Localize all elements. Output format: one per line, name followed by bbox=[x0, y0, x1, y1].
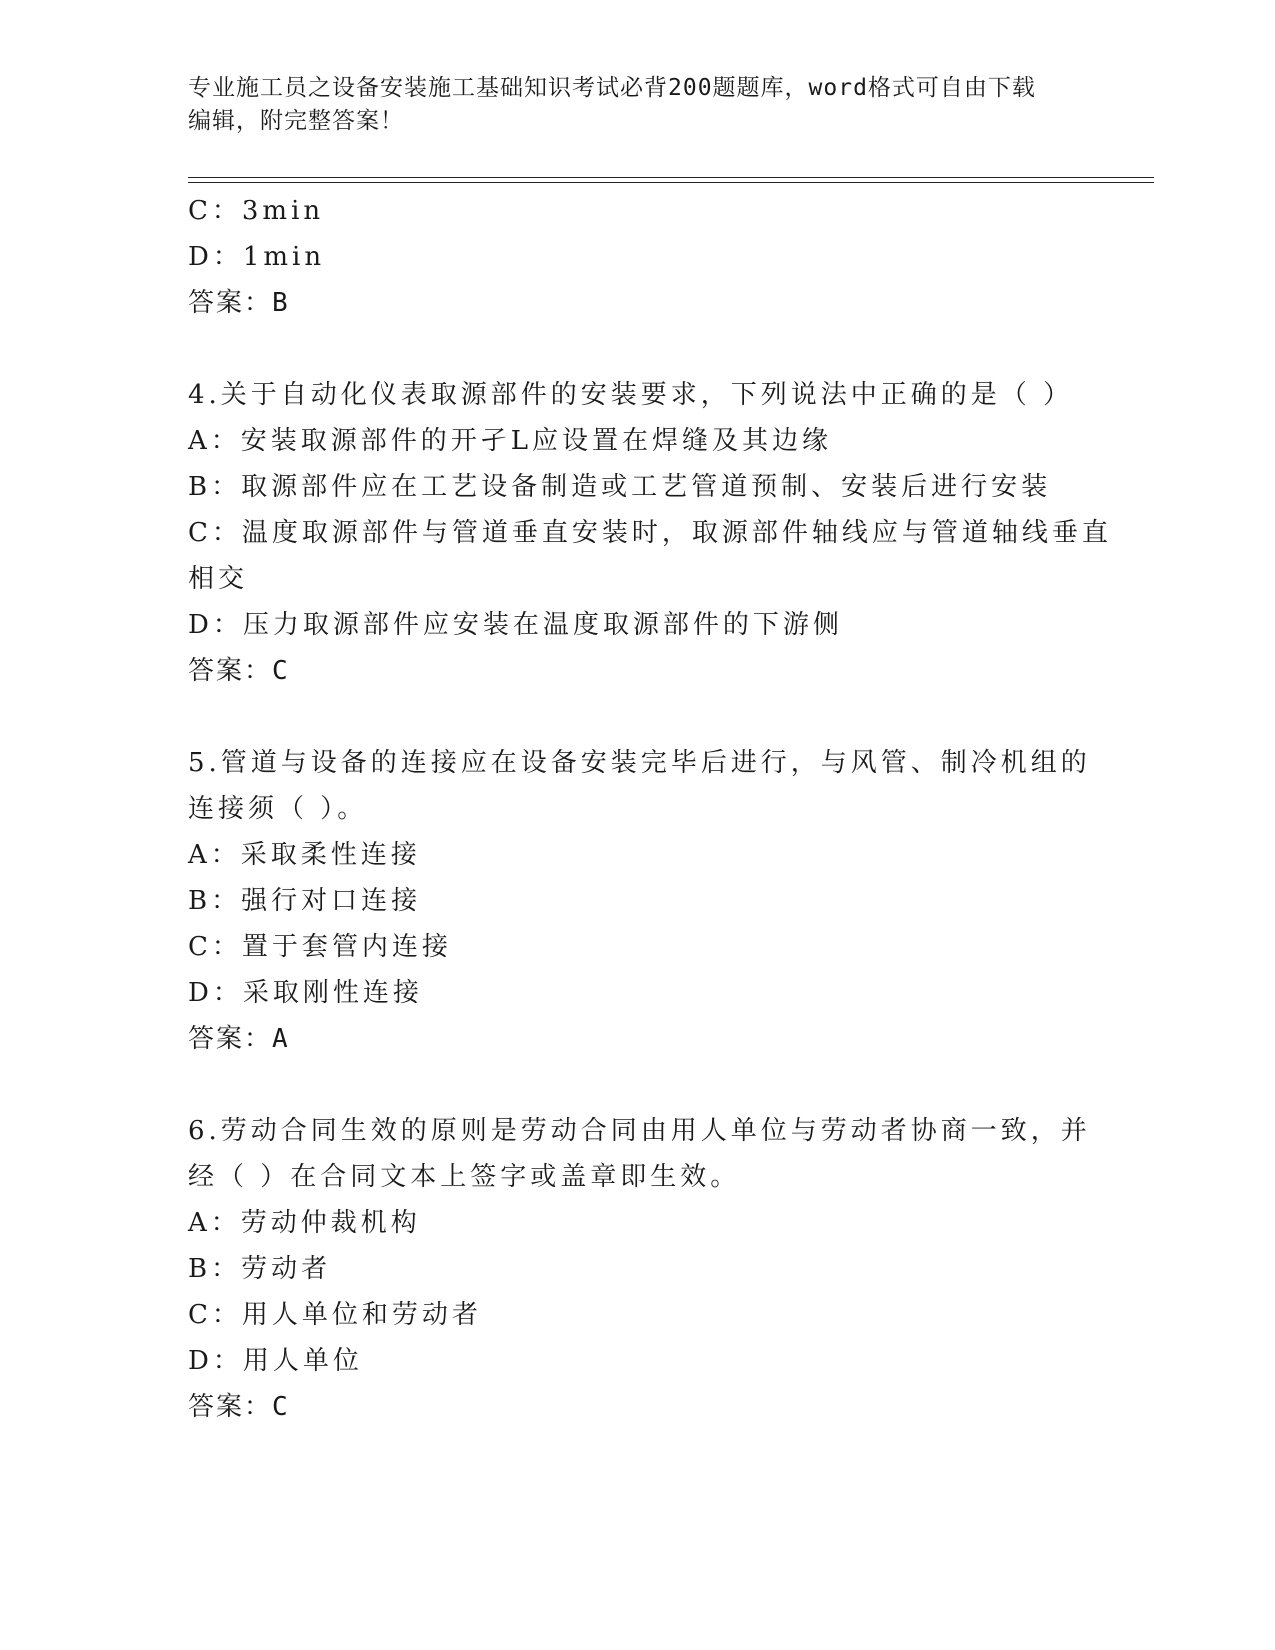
spacer bbox=[188, 326, 1088, 372]
answer-line: 答案：A bbox=[188, 1024, 290, 1054]
question-stem-continuation: 经（ ）在合同文本上签字或盖章即生效。 bbox=[188, 1162, 741, 1192]
option-a: A：劳动仲裁机构 bbox=[188, 1208, 421, 1238]
question-stem: 4.关于自动化仪表取源部件的安装要求，下列说法中正确的是（ ） bbox=[188, 380, 1074, 410]
answer-line: 答案：C bbox=[188, 1392, 290, 1422]
option-c-continuation: 相交 bbox=[188, 564, 249, 594]
option-d: D：1min bbox=[188, 242, 326, 272]
question-stem: 5.管道与设备的连接应在设备安装完毕后进行，与风管、制冷机组的 bbox=[188, 748, 1091, 778]
question-stem: 6.劳动合同生效的原则是劳动合同由用人单位与劳动者协商一致，并 bbox=[188, 1116, 1091, 1146]
question-3-tail bbox=[188, 188, 1088, 326]
question-4 bbox=[188, 372, 1112, 694]
document-header bbox=[188, 72, 1088, 138]
spacer bbox=[188, 694, 1088, 740]
option-a: A：安装取源部件的开孑L应设置在焊缝及其边缘 bbox=[188, 426, 833, 456]
option-d: D：压力取源部件应安装在温度取源部件的下游侧 bbox=[188, 610, 843, 640]
option-c: C：用人单位和劳动者 bbox=[188, 1300, 482, 1330]
header-line-2: 编辑，附完整答案！ bbox=[188, 108, 404, 134]
option-a: A：采取柔性连接 bbox=[188, 840, 421, 870]
option-d: D：采取刚性连接 bbox=[188, 978, 423, 1008]
option-d: D：用人单位 bbox=[188, 1346, 363, 1376]
header-divider-bottom bbox=[188, 182, 1154, 183]
option-c: C：温度取源部件与管道垂直安装时，取源部件轴线应与管道轴线垂直 bbox=[188, 518, 1112, 548]
question-stem-continuation: 连接须（ ）。 bbox=[188, 794, 368, 824]
header-line-1: 专业施工员之设备安装施工基础知识考试必背200题题库，word格式可自由下载 bbox=[188, 75, 1036, 101]
option-b: B：劳动者 bbox=[188, 1254, 332, 1284]
question-6 bbox=[188, 1108, 1091, 1430]
question-5 bbox=[188, 740, 1091, 1062]
spacer bbox=[188, 1062, 1088, 1108]
answer-line: 答案：B bbox=[188, 288, 290, 318]
header-divider-top bbox=[188, 177, 1154, 178]
option-c: C：置于套管内连接 bbox=[188, 932, 452, 962]
question-list bbox=[188, 188, 1112, 1430]
option-b: B：取源部件应在工艺设备制造或工艺管道预制、安装后进行安装 bbox=[188, 472, 1052, 502]
answer-line: 答案：C bbox=[188, 656, 290, 686]
option-b: B：强行对口连接 bbox=[188, 886, 422, 916]
option-c: C：3min bbox=[188, 196, 325, 226]
